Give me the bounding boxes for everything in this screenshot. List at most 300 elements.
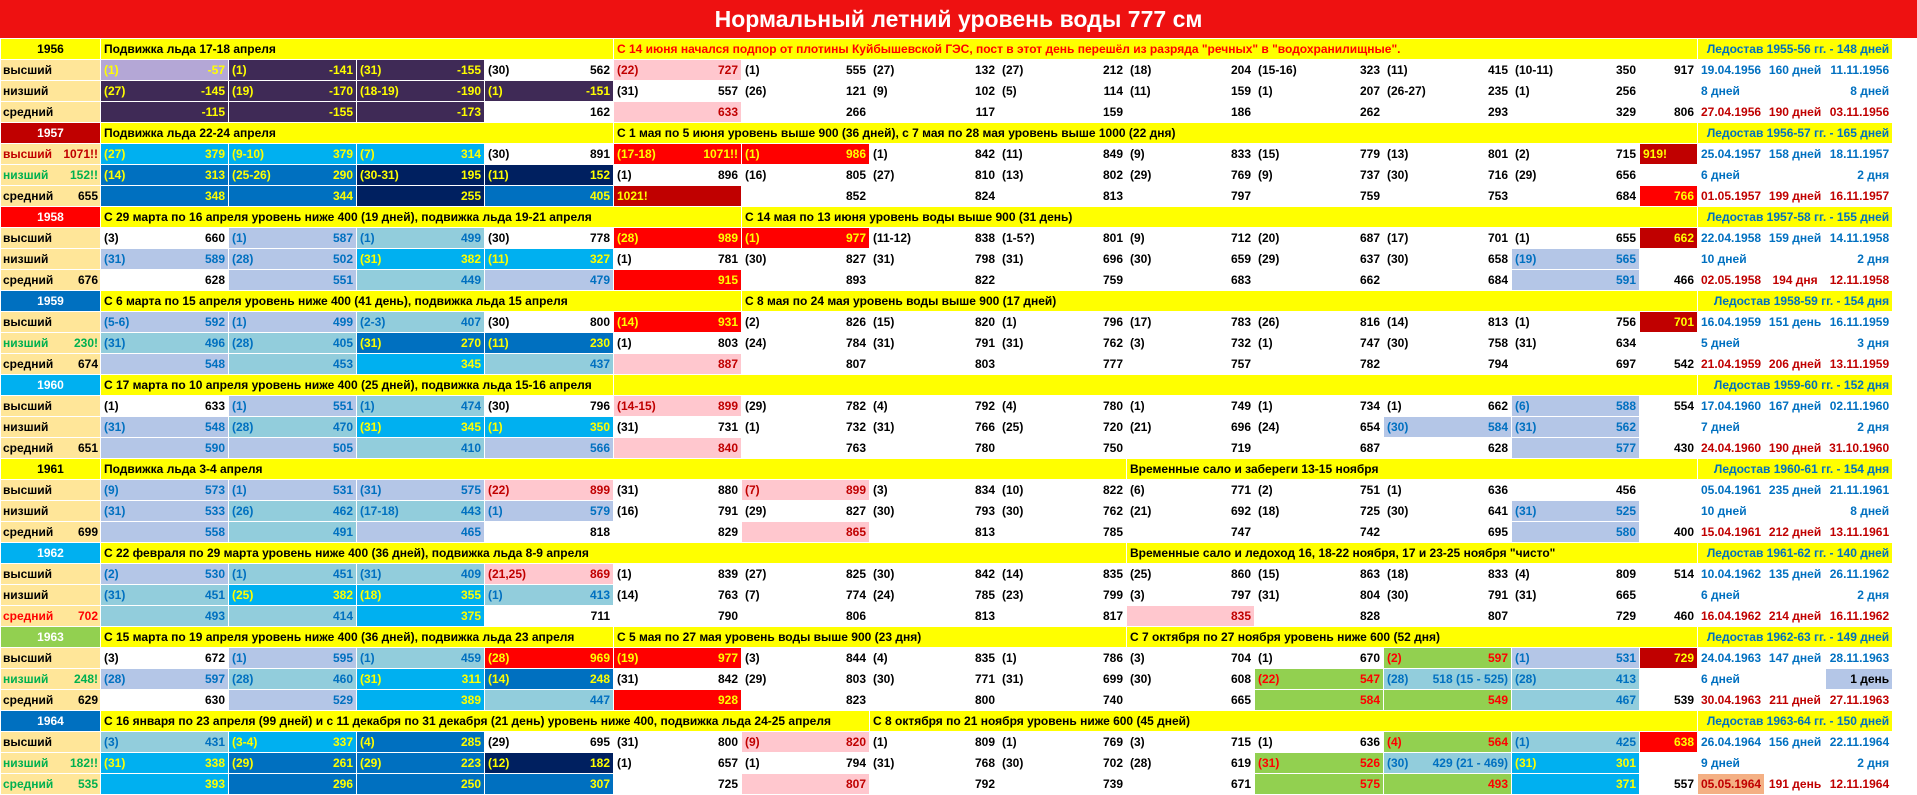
year-note: С 14 мая по 13 июня уровень воды выше 900 (31 день) <box>742 207 1698 228</box>
month-cell <box>614 522 742 543</box>
level-value: 159 <box>1230 84 1251 98</box>
month-cell <box>1255 438 1384 459</box>
level-value: 530 <box>204 567 225 581</box>
day-range: (1) <box>232 231 247 245</box>
row-label <box>1 774 101 795</box>
row-label <box>1 396 101 417</box>
day-range: (31) <box>104 252 126 266</box>
level-value: 793 <box>974 504 995 518</box>
ice-date: 05.04.1961 <box>1698 480 1765 501</box>
month-cell <box>1255 249 1384 270</box>
level-value: 453 <box>332 357 353 371</box>
day-range: (15) <box>1258 567 1280 581</box>
level-value: 860 <box>1230 567 1251 581</box>
level-value: 496 <box>204 336 225 350</box>
level-value: 780 <box>1102 399 1123 413</box>
year-cell: 1959 <box>1 291 101 312</box>
level-value: 696 <box>1230 420 1251 434</box>
month-cell <box>101 228 229 249</box>
data-row <box>1 585 1893 606</box>
level-value: 695 <box>1487 525 1508 539</box>
level-value: 785 <box>974 588 995 602</box>
month-cell <box>101 732 229 753</box>
month-cell <box>485 333 614 354</box>
month-cell <box>614 648 742 669</box>
ice-date: 16.04.1962 <box>1698 606 1765 627</box>
day-range: 919! <box>1643 147 1668 161</box>
day-range: (31) <box>873 420 895 434</box>
row-label <box>1 480 101 501</box>
ice-date: 8 дней <box>1826 81 1893 102</box>
day-range: (1) <box>745 147 760 161</box>
level-value: 969 <box>589 651 610 665</box>
year-header-row <box>1 543 1893 564</box>
level-value: 345 <box>460 357 481 371</box>
month-cell <box>229 606 357 627</box>
level-value: 766 <box>974 420 995 434</box>
month-cell <box>870 186 999 207</box>
level-value: 518 (15 - 525) <box>1432 672 1508 686</box>
day-range: (16) <box>617 504 639 518</box>
level-value: 474 <box>460 399 481 413</box>
day-range: (18) <box>1258 504 1280 518</box>
row-label-value: 674 <box>77 357 98 371</box>
level-value: 797 <box>1230 588 1251 602</box>
day-range: (31) <box>104 336 126 350</box>
month-cell <box>229 732 357 753</box>
month-cell <box>101 270 229 291</box>
month-cell <box>229 480 357 501</box>
year-header-row <box>1 123 1893 144</box>
month-cell <box>1512 480 1640 501</box>
month-cell <box>614 732 742 753</box>
level-value: 899 <box>845 483 866 497</box>
level-value: 891 <box>589 147 610 161</box>
month-cell <box>999 417 1127 438</box>
day-range: (1) <box>617 756 632 770</box>
month-cell <box>1640 249 1698 270</box>
month-cell <box>357 690 485 711</box>
level-value: 223 <box>460 756 481 770</box>
level-value: 813 <box>974 525 995 539</box>
month-cell <box>999 501 1127 522</box>
month-cell <box>485 501 614 522</box>
month-cell <box>1384 774 1512 795</box>
day-range: (9) <box>104 483 119 497</box>
level-value: 734 <box>1359 399 1380 413</box>
level-value: 235 <box>1487 84 1508 98</box>
row-label-text: средний <box>3 441 54 455</box>
month-cell <box>1255 774 1384 795</box>
month-cell <box>229 81 357 102</box>
month-cell <box>999 144 1127 165</box>
data-row <box>1 564 1893 585</box>
month-cell <box>1384 228 1512 249</box>
month-cell <box>101 249 229 270</box>
day-range: (1) <box>1515 84 1530 98</box>
month-cell <box>742 480 870 501</box>
month-cell <box>1127 102 1255 123</box>
level-value: 784 <box>845 336 866 350</box>
month-cell <box>1512 522 1640 543</box>
month-cell <box>870 417 999 438</box>
month-cell <box>1127 186 1255 207</box>
level-value: 499 <box>460 231 481 245</box>
day-range: (15) <box>1258 147 1280 161</box>
level-value: 842 <box>974 147 995 161</box>
day-range: (30) <box>873 567 895 581</box>
month-cell <box>229 564 357 585</box>
month-cell <box>870 270 999 291</box>
day-range: (1) <box>1515 315 1530 329</box>
level-value: 803 <box>845 672 866 686</box>
data-row <box>1 753 1893 774</box>
month-cell <box>1127 396 1255 417</box>
level-value: 415 <box>1487 63 1508 77</box>
day-range: (24) <box>873 588 895 602</box>
level-value: 121 <box>845 84 866 98</box>
month-cell <box>1255 564 1384 585</box>
level-value: 338 <box>204 756 225 770</box>
level-value: 117 <box>975 105 995 119</box>
level-value: 460 <box>332 672 353 686</box>
month-cell <box>1640 60 1698 81</box>
data-row <box>1 396 1893 417</box>
data-row <box>1 690 1893 711</box>
month-cell <box>1512 312 1640 333</box>
level-value: 547 <box>1359 672 1380 686</box>
day-range: (5-6) <box>104 315 130 329</box>
day-range: (29) <box>745 399 767 413</box>
level-value: 778 <box>589 231 610 245</box>
level-value: 747 <box>1359 336 1380 350</box>
day-range: (14) <box>617 588 639 602</box>
level-value: 590 <box>204 441 225 455</box>
day-range: (3) <box>104 231 119 245</box>
level-value: 825 <box>845 567 866 581</box>
month-cell <box>999 186 1127 207</box>
month-cell <box>1384 606 1512 627</box>
row-label <box>1 669 101 690</box>
year-note: Подвижка льда 22-24 апреля <box>101 123 614 144</box>
day-range: (1) <box>1258 651 1273 665</box>
month-cell <box>229 648 357 669</box>
month-cell <box>1640 753 1698 774</box>
level-value: 371 <box>1615 777 1636 791</box>
month-cell <box>1127 81 1255 102</box>
month-cell <box>999 522 1127 543</box>
month-cell <box>1512 81 1640 102</box>
row-label-text: средний <box>3 777 54 791</box>
ice-date: 6 дней <box>1698 669 1765 690</box>
day-range: (30) <box>1387 588 1409 602</box>
level-value: 587 <box>332 231 353 245</box>
ice-date: 30.04.1963 <box>1698 690 1765 711</box>
level-value: 801 <box>1487 147 1508 161</box>
day-range: (1) <box>745 420 760 434</box>
level-value: 809 <box>974 735 995 749</box>
month-cell <box>1127 312 1255 333</box>
level-value: 699 <box>1102 672 1123 686</box>
ice-duration: 158 дней <box>1765 144 1826 165</box>
month-cell <box>1127 690 1255 711</box>
month-cell <box>870 501 999 522</box>
data-row <box>1 60 1893 81</box>
level-value: 409 <box>460 567 481 581</box>
month-cell <box>1640 165 1698 186</box>
level-value: 865 <box>845 525 866 539</box>
row-label-text: высший <box>3 63 53 77</box>
month-cell <box>614 606 742 627</box>
level-value: 813 <box>974 609 995 623</box>
month-cell <box>742 249 870 270</box>
day-range: (28) <box>232 420 254 434</box>
month-cell <box>870 774 999 795</box>
day-range: (1) <box>1002 315 1017 329</box>
page-title: Нормальный летний уровень воды 777 см <box>0 0 1917 38</box>
level-value: 307 <box>589 777 610 791</box>
month-cell <box>101 186 229 207</box>
month-cell <box>101 501 229 522</box>
month-cell <box>1512 438 1640 459</box>
level-value: 655 <box>1615 231 1636 245</box>
month-cell <box>1512 690 1640 711</box>
day-range: (31) <box>1515 420 1537 434</box>
month-cell <box>614 228 742 249</box>
month-cell <box>101 312 229 333</box>
row-label-value: 651 <box>77 441 98 455</box>
level-value: 637 <box>1359 252 1380 266</box>
ice-duration: 135 дней <box>1765 564 1826 585</box>
month-cell <box>1255 228 1384 249</box>
row-label <box>1 270 101 291</box>
month-cell <box>1640 564 1698 585</box>
day-range: (1) <box>745 756 760 770</box>
month-cell <box>870 753 999 774</box>
month-cell <box>999 606 1127 627</box>
month-cell <box>1127 228 1255 249</box>
month-cell <box>614 564 742 585</box>
ice-duration: 206 дней <box>1765 354 1826 375</box>
month-cell <box>1255 312 1384 333</box>
month-cell <box>485 669 614 690</box>
month-cell <box>614 333 742 354</box>
level-value: 301 <box>1615 756 1636 770</box>
row-label <box>1 312 101 333</box>
level-value: 597 <box>1487 651 1508 665</box>
level-value: 792 <box>974 399 995 413</box>
level-value: 762 <box>1102 336 1123 350</box>
day-range: (1) <box>873 735 888 749</box>
level-value: 816 <box>1359 315 1380 329</box>
month-cell <box>1384 585 1512 606</box>
day-range: (30) <box>488 399 510 413</box>
level-value: 771 <box>974 672 995 686</box>
month-cell <box>229 249 357 270</box>
level-value: 989 <box>717 231 738 245</box>
day-range: (1) <box>1515 231 1530 245</box>
month-cell <box>357 522 485 543</box>
level-value: 548 <box>204 420 225 434</box>
level-value: 827 <box>845 504 866 518</box>
level-value: 893 <box>845 273 866 287</box>
ice-date: 11.11.1956 <box>1826 60 1893 81</box>
month-cell <box>999 354 1127 375</box>
freeze-note: Ледостав 1961-62 гг. - 140 дней <box>1698 543 1893 564</box>
data-row <box>1 417 1893 438</box>
month-cell <box>101 102 229 123</box>
level-value: 791 <box>717 504 738 518</box>
month-cell <box>101 522 229 543</box>
month-cell <box>1640 333 1698 354</box>
day-range: (14-15) <box>617 399 656 413</box>
level-value: 491 <box>332 525 353 539</box>
month-cell <box>1127 564 1255 585</box>
ice-date: 31.10.1960 <box>1826 438 1893 459</box>
level-value: 479 <box>589 273 610 287</box>
month-cell <box>870 144 999 165</box>
level-value: 296 <box>332 777 353 791</box>
month-cell <box>614 270 742 291</box>
day-range: (25-26) <box>232 168 271 182</box>
level-value: 701 <box>1673 315 1694 329</box>
day-range: (30) <box>1002 504 1024 518</box>
month-cell <box>999 249 1127 270</box>
level-value: 800 <box>717 735 738 749</box>
month-cell <box>870 102 999 123</box>
day-range: (1) <box>488 504 503 518</box>
month-cell <box>1384 438 1512 459</box>
level-value: 792 <box>974 777 995 791</box>
month-cell <box>1640 774 1698 795</box>
ice-date: 22.04.1958 <box>1698 228 1765 249</box>
month-cell <box>1384 480 1512 501</box>
month-cell <box>614 249 742 270</box>
month-cell <box>1127 438 1255 459</box>
month-cell <box>742 774 870 795</box>
month-cell <box>101 585 229 606</box>
month-cell <box>357 228 485 249</box>
row-label-text: низший <box>3 504 49 518</box>
day-range: (6) <box>1130 483 1145 497</box>
ice-date: 05.05.1964 <box>1698 774 1765 795</box>
month-cell <box>229 669 357 690</box>
level-value: -155 <box>456 63 481 77</box>
level-value: 425 <box>1615 735 1636 749</box>
month-cell <box>742 333 870 354</box>
level-value: 248 <box>589 672 610 686</box>
month-cell <box>485 522 614 543</box>
ice-date: 2 дня <box>1826 417 1893 438</box>
level-value: 849 <box>1102 147 1123 161</box>
month-cell <box>485 270 614 291</box>
month-cell <box>1640 732 1698 753</box>
month-cell <box>485 564 614 585</box>
level-value: 697 <box>1615 357 1636 371</box>
month-cell <box>999 690 1127 711</box>
level-value: 687 <box>1359 441 1380 455</box>
month-cell <box>357 312 485 333</box>
level-value: 729 <box>1673 651 1694 665</box>
month-cell <box>1255 690 1384 711</box>
month-cell <box>1384 60 1512 81</box>
day-range: (30) <box>1130 672 1152 686</box>
month-cell <box>1512 60 1640 81</box>
month-cell <box>101 564 229 585</box>
level-value: 633 <box>717 105 738 119</box>
day-range: (3) <box>745 651 760 665</box>
level-value: 662 <box>1487 399 1508 413</box>
ice-duration <box>1765 501 1826 522</box>
day-range: (18) <box>1130 63 1152 77</box>
year-note: С 5 мая по 27 мая уровень воды выше 900 (23 дня) <box>614 627 1127 648</box>
month-cell <box>1512 102 1640 123</box>
data-row <box>1 501 1893 522</box>
day-range: (31) <box>360 252 382 266</box>
year-header-row <box>1 39 1893 60</box>
level-value: 665 <box>1615 588 1636 602</box>
day-range: (31) <box>1515 336 1537 350</box>
row-label-text: низший <box>3 84 49 98</box>
month-cell <box>357 648 485 669</box>
month-cell <box>101 396 229 417</box>
day-range: (1) <box>1258 336 1273 350</box>
row-label-text: средний <box>3 357 54 371</box>
day-range: (31) <box>104 420 126 434</box>
level-value: 702 <box>1102 756 1123 770</box>
month-cell <box>1640 690 1698 711</box>
day-range: (1) <box>1515 651 1530 665</box>
month-cell <box>1640 648 1698 669</box>
day-range: (28) <box>617 231 639 245</box>
ice-date: 6 дней <box>1698 585 1765 606</box>
row-label <box>1 417 101 438</box>
level-value: 763 <box>845 441 866 455</box>
ice-duration <box>1765 669 1826 690</box>
level-value: 840 <box>717 441 738 455</box>
level-value: 636 <box>1359 735 1380 749</box>
month-cell <box>229 690 357 711</box>
month-cell <box>1384 312 1512 333</box>
day-range: (31) <box>360 336 382 350</box>
month-cell <box>229 333 357 354</box>
day-range: (30) <box>1387 336 1409 350</box>
day-range: (7) <box>360 147 375 161</box>
month-cell <box>1384 732 1512 753</box>
day-range: (4) <box>1515 567 1530 581</box>
data-row <box>1 270 1893 291</box>
level-value: 407 <box>460 315 481 329</box>
ice-duration <box>1765 165 1826 186</box>
level-value: 931 <box>717 315 738 329</box>
level-value: 186 <box>1230 105 1251 119</box>
month-cell <box>1384 81 1512 102</box>
day-range: (1) <box>1387 483 1402 497</box>
month-cell <box>1127 144 1255 165</box>
month-cell <box>485 81 614 102</box>
day-range: (23) <box>1002 588 1024 602</box>
month-cell <box>1512 669 1640 690</box>
row-label-value: 702 <box>77 609 98 623</box>
month-cell <box>999 312 1127 333</box>
level-value: 762 <box>1102 504 1123 518</box>
month-cell <box>742 732 870 753</box>
day-range: (29) <box>360 756 382 770</box>
month-cell <box>357 186 485 207</box>
month-cell <box>357 333 485 354</box>
month-cell <box>742 102 870 123</box>
level-value: 774 <box>845 588 866 602</box>
